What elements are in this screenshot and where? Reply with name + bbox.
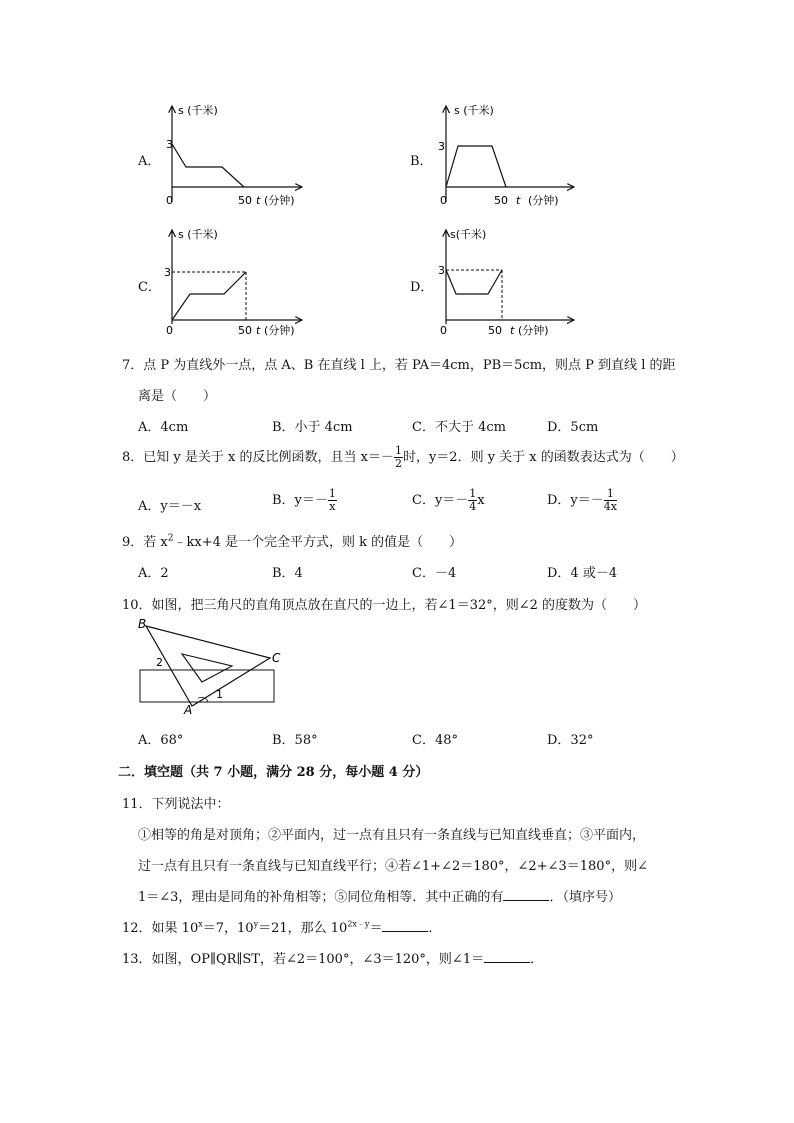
q8-option-a[interactable]: A．y＝－x: [138, 499, 202, 514]
q8-stem: 8．已知 y 是关于 x 的反比例函数，且当 x＝－ $\frac{1}{2}$ 时，y＝2．则 y 关于 x 的函数表达式为（ ）: [122, 444, 684, 470]
q10-figure: [134, 616, 294, 716]
unit-label: (分钟): [518, 324, 549, 337]
q10-option-c[interactable]: C．48°: [412, 733, 458, 748]
q7-option-a[interactable]: A．4cm: [138, 420, 189, 435]
q7-option-b[interactable]: B．小于 4cm: [272, 420, 353, 435]
tick-50: 50: [238, 324, 252, 337]
section-2-title: 二．填空题（共 7 小题，满分 28 分，每小题 4 分）: [118, 765, 429, 780]
q11-line2: 过一点有且只有一条直线与已知直线平行；④若∠1+∠2＝180°，∠2+∠3＝180°，则∠: [138, 859, 648, 874]
q6-option-a[interactable]: [138, 100, 328, 215]
unit-label: (分钟): [528, 194, 559, 207]
q11-line1: ①相等的角是对顶角；②平面内，过一点有且只有一条直线与已知直线垂直；③平面内，: [138, 828, 646, 843]
origin-label: 0: [166, 194, 173, 207]
label-a: A: [184, 703, 193, 716]
t-label: t: [516, 194, 521, 207]
q9-option-b[interactable]: B．4: [272, 566, 303, 581]
label-c: C: [272, 651, 281, 665]
q7-stem-line1: 7．点 P 为直线外一点，点 A、B 在直线 l 上，若 PA＝4cm，PB＝5cm，则点 P 到直线 l 的距: [122, 358, 676, 373]
tick-50: 50: [494, 194, 508, 207]
answer-blank[interactable]: [382, 919, 428, 932]
option-letter: A．: [138, 154, 161, 169]
option-letter: D．: [410, 280, 434, 295]
q9-option-a[interactable]: A．2: [138, 566, 169, 581]
origin-label: 0: [166, 324, 173, 337]
graph-c: [138, 226, 328, 338]
q9-stem: 9．若 $x^2﹣kx+4$ 是一个完全平方式，则 k 的值是（ ）: [122, 533, 463, 550]
q6-option-c[interactable]: [138, 226, 328, 338]
s-label: s (千米): [178, 104, 218, 117]
tick-3: 3: [438, 140, 445, 153]
q11-stem: 11．下列说法中：: [122, 797, 230, 812]
q7-stem-line2: 离是（ ）: [138, 389, 217, 404]
q11-line3: 1＝∠3，理由是同角的补角相等；⑤同位角相等．其中正确的有 ．（填序号）: [138, 890, 621, 905]
option-letter: C．: [138, 280, 161, 295]
unit-label: (分钟): [264, 324, 295, 337]
q8-option-d[interactable]: D．y＝－ $\frac{1}{4x}$: [547, 487, 617, 513]
q9-option-c[interactable]: C．－4: [412, 566, 457, 581]
graph-a: [138, 100, 328, 215]
tick-50: 50: [488, 324, 502, 337]
q13-stem: 13．如图，OP∥QR∥ST，若∠2＝100°，∠3＝120°，则∠1＝ ．: [122, 952, 544, 967]
angle-2-label: 2: [156, 656, 163, 669]
q8-option-b[interactable]: B．y＝－ $\frac{1}{x}$: [272, 487, 336, 513]
q8-fraction: $\frac{1}{2}$: [394, 444, 402, 470]
unit-label: (分钟): [264, 194, 295, 207]
q7-option-c[interactable]: C．不大于 4cm: [412, 420, 506, 435]
answer-blank[interactable]: [484, 950, 530, 963]
q8-option-c[interactable]: C．y＝－ $\frac{1}{4}$ x: [412, 487, 485, 513]
q9-option-d[interactable]: D．4 或－4: [547, 566, 618, 581]
t-label: t: [256, 324, 261, 337]
tick-50: 50: [238, 194, 252, 207]
q6-option-d[interactable]: [410, 226, 600, 338]
q12-stem: 12．如果 $10^x=7$，$10^y=21$，那么 $10^{2x﹣y}=$ ．: [122, 919, 442, 936]
tick-3: 3: [166, 138, 173, 151]
graph-d: [410, 226, 600, 338]
angle-1-label: 1: [216, 688, 223, 701]
answer-blank[interactable]: [503, 888, 549, 901]
label-b: B: [138, 617, 147, 631]
option-letter: B．: [410, 154, 433, 169]
q10-option-a[interactable]: A．68°: [138, 733, 184, 748]
origin-label: 0: [440, 194, 447, 207]
origin-label: 0: [440, 324, 447, 337]
q6-option-b[interactable]: [410, 100, 600, 215]
s-label: s(千米): [450, 228, 487, 241]
tick-3: 3: [164, 266, 171, 279]
q10-stem: 10．如图，把三角尺的直角顶点放在直尺的一边上，若∠1＝32°，则∠2 的度数为（ ）: [122, 598, 647, 613]
graph-b: [410, 100, 600, 215]
t-label: t: [510, 324, 515, 337]
s-label: s (千米): [454, 104, 494, 117]
q7-option-d[interactable]: D．5cm: [547, 420, 599, 435]
tick-3: 3: [438, 264, 445, 277]
s-label: s (千米): [178, 228, 218, 241]
q10-option-b[interactable]: B．58°: [272, 733, 318, 748]
q10-option-d[interactable]: D．32°: [547, 733, 594, 748]
t-label: t: [256, 194, 261, 207]
